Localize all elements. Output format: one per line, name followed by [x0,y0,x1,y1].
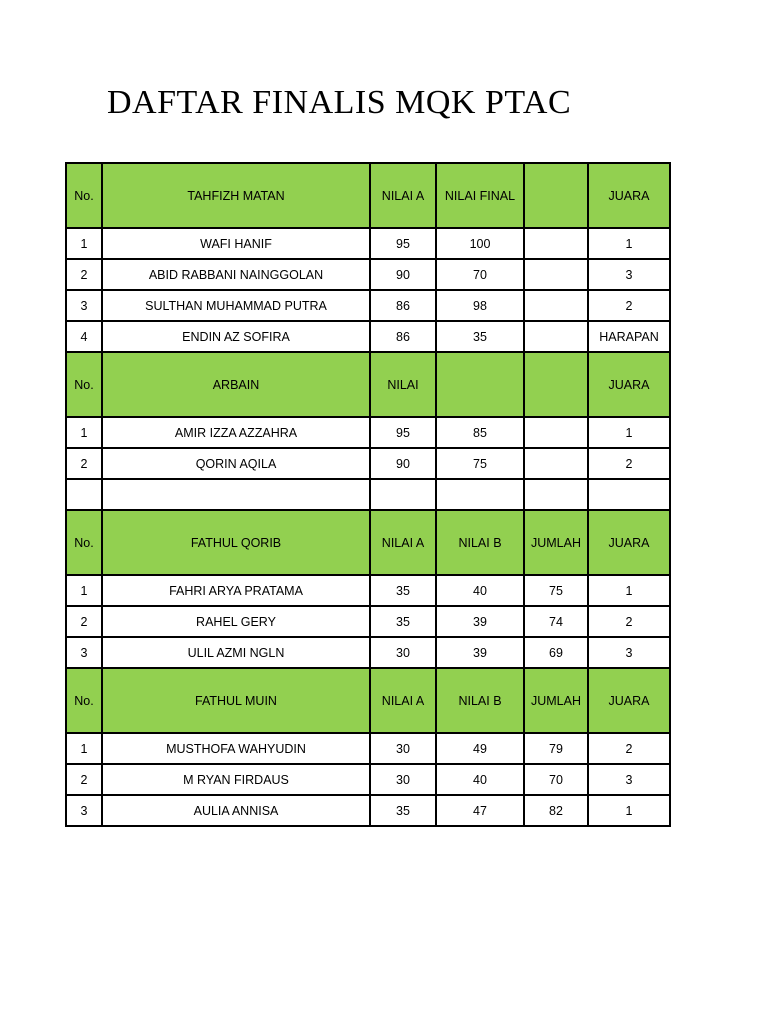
cell-total [524,290,588,321]
cell-score-b [436,479,524,510]
cell-score-a: 30 [370,637,436,668]
cell-no: 2 [66,606,102,637]
cell-rank: 2 [588,606,670,637]
cell-score-b: 35 [436,321,524,352]
header-cell-no: No. [66,510,102,575]
cell-score-a: 95 [370,228,436,259]
header-cell-score-b: NILAI FINAL [436,163,524,228]
table-row [66,606,670,637]
cell-name: RAHEL GERY [102,606,370,637]
cell-name: WAFI HANIF [102,228,370,259]
cell-rank: 3 [588,764,670,795]
cell-name: SULTHAN MUHAMMAD PUTRA [102,290,370,321]
header-cell-name: FATHUL QORIB [102,510,370,575]
header-cell-score-b: NILAI B [436,510,524,575]
cell-score-a: 86 [370,321,436,352]
cell-name: ULIL AZMI NGLN [102,637,370,668]
cell-score-b: 98 [436,290,524,321]
cell-score-a [370,479,436,510]
cell-rank: 1 [588,228,670,259]
cell-no: 1 [66,575,102,606]
cell-no: 3 [66,637,102,668]
section-header-row [66,510,670,575]
table-row [66,228,670,259]
cell-total: 69 [524,637,588,668]
table-row [66,733,670,764]
cell-score-a: 30 [370,733,436,764]
table-row [66,795,670,826]
cell-score-a: 95 [370,417,436,448]
cell-total [524,228,588,259]
table-row [66,290,670,321]
header-cell-total [524,163,588,228]
cell-no: 3 [66,290,102,321]
header-cell-name: FATHUL MUIN [102,668,370,733]
cell-score-b: 49 [436,733,524,764]
cell-score-a: 86 [370,290,436,321]
cell-total: 82 [524,795,588,826]
cell-score-b: 40 [436,764,524,795]
cell-total [524,479,588,510]
cell-name: M RYAN FIRDAUS [102,764,370,795]
cell-no: 1 [66,733,102,764]
cell-total: 75 [524,575,588,606]
table-row [66,448,670,479]
table-row [66,575,670,606]
header-cell-no: No. [66,163,102,228]
header-cell-total: JUMLAH [524,668,588,733]
cell-name: AULIA ANNISA [102,795,370,826]
header-cell-score-b: NILAI B [436,668,524,733]
cell-name: FAHRI ARYA PRATAMA [102,575,370,606]
cell-no: 1 [66,228,102,259]
cell-total [524,417,588,448]
table-row [66,259,670,290]
header-cell-score-a: NILAI A [370,510,436,575]
header-cell-no: No. [66,352,102,417]
cell-total [524,321,588,352]
header-cell-total: JUMLAH [524,510,588,575]
header-cell-rank: JUARA [588,668,670,733]
cell-score-a: 35 [370,606,436,637]
cell-score-b: 39 [436,637,524,668]
cell-total: 70 [524,764,588,795]
cell-total [524,259,588,290]
cell-score-a: 90 [370,448,436,479]
cell-score-b: 100 [436,228,524,259]
cell-rank [588,479,670,510]
cell-no [66,479,102,510]
section-header-row [66,163,670,228]
section-header-row [66,352,670,417]
cell-no: 4 [66,321,102,352]
cell-no: 2 [66,448,102,479]
cell-score-b: 75 [436,448,524,479]
cell-name: ABID RABBANI NAINGGOLAN [102,259,370,290]
table-row [66,479,670,510]
cell-score-b: 70 [436,259,524,290]
cell-rank: 2 [588,290,670,321]
cell-no: 3 [66,795,102,826]
cell-no: 2 [66,764,102,795]
table-row [66,417,670,448]
header-cell-total [524,352,588,417]
cell-rank: 1 [588,795,670,826]
cell-total [524,448,588,479]
finalist-table [65,162,671,827]
table-row [66,321,670,352]
header-cell-rank: JUARA [588,163,670,228]
cell-score-b: 47 [436,795,524,826]
cell-rank: 3 [588,637,670,668]
cell-score-a: 35 [370,575,436,606]
cell-name: AMIR IZZA AZZAHRA [102,417,370,448]
cell-rank: HARAPAN [588,321,670,352]
cell-total: 79 [524,733,588,764]
cell-total: 74 [524,606,588,637]
table-row [66,637,670,668]
header-cell-no: No. [66,668,102,733]
header-cell-score-a: NILAI [370,352,436,417]
header-cell-rank: JUARA [588,510,670,575]
cell-score-b: 85 [436,417,524,448]
header-cell-name: TAHFIZH MATAN [102,163,370,228]
cell-score-a: 35 [370,795,436,826]
cell-name: ENDIN AZ SOFIRA [102,321,370,352]
cell-name: MUSTHOFA WAHYUDIN [102,733,370,764]
cell-score-a: 90 [370,259,436,290]
cell-no: 2 [66,259,102,290]
cell-rank: 2 [588,448,670,479]
cell-rank: 1 [588,575,670,606]
cell-name [102,479,370,510]
header-cell-rank: JUARA [588,352,670,417]
section-header-row [66,668,670,733]
cell-rank: 2 [588,733,670,764]
cell-no: 1 [66,417,102,448]
cell-rank: 3 [588,259,670,290]
page-title: DAFTAR FINALIS MQK PTAC [107,84,572,121]
header-cell-score-a: NILAI A [370,668,436,733]
header-cell-name: ARBAIN [102,352,370,417]
cell-rank: 1 [588,417,670,448]
header-cell-score-b [436,352,524,417]
cell-score-b: 40 [436,575,524,606]
table-row [66,764,670,795]
cell-score-b: 39 [436,606,524,637]
header-cell-score-a: NILAI A [370,163,436,228]
cell-name: QORIN AQILA [102,448,370,479]
cell-score-a: 30 [370,764,436,795]
